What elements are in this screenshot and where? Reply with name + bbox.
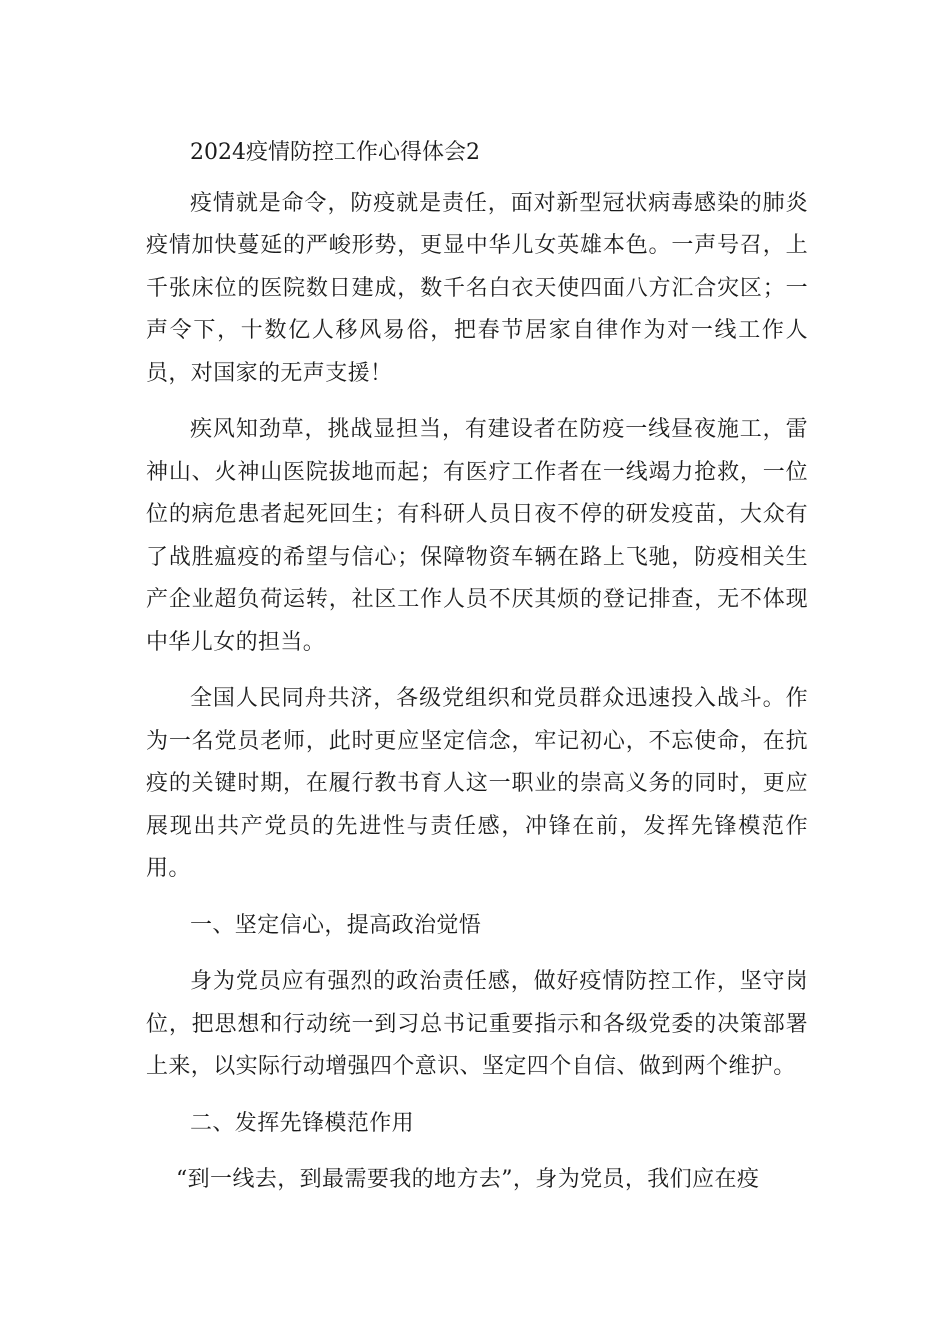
paragraph-3: 全国人民同舟共济，各级党组织和党员群众迅速投入战斗。作为一名党员老师，此时更应坚定信念，牢记初心，不忘使命，在抗疫的关键时期，在履行教书育人这一职业的崇高义务的同时，更应展现出共产党员的先进性与责任感，冲锋在前，发挥先锋模范作用。 [146,686,808,881]
section-1-paragraph: 身为党员应有强烈的政治责任感，做好疫情防控工作，坚守岗位，把思想和行动统一到习总书记重要指示和各级党委的决策部署上来，以实际行动增强四个意识、坚定四个自信、做到两个维护。 [146,969,808,1079]
document-body [146,132,808,1216]
section-2-heading: 二、发挥先锋模范作用 [190,1110,415,1136]
section-1-heading: 一、坚定信心，提高政治觉悟 [190,912,482,938]
paragraph-2: 疾风知劲草，挑战显担当，有建设者在防疫一线昼夜施工，雷神山、火神山医院拔地而起；有医疗工作者在一线竭力抢救，一位位的病危患者起死回生；有科研人员日夜不停的研发疫苗，大众有了战胜瘟疫的希望与信心；保障物资车辆在路上飞驰，防疫相关生产企业超负荷运转，社区工作人员不厌其烦的登记排查，无不体现中华儿女的担当。 [146,417,808,655]
document-title: 2024疫情防控工作心得体会2 [190,140,480,165]
paragraph-1: 疫情就是命令，防疫就是责任，面对新型冠状病毒感染的肺炎疫情加快蔓延的严峻形势，更显中华儿女英雄本色。一声号召，上千张床位的医院数日建成，数千名白衣天使四面八方汇合灾区；一声令下，十数亿人移风易俗，把春节居家自律作为对一线工作人员，对国家的无声支援！ [146,190,808,386]
section-2-paragraph: “到一线去，到最需要我的地方去”，身为党员，我们应在疫 [176,1167,760,1192]
